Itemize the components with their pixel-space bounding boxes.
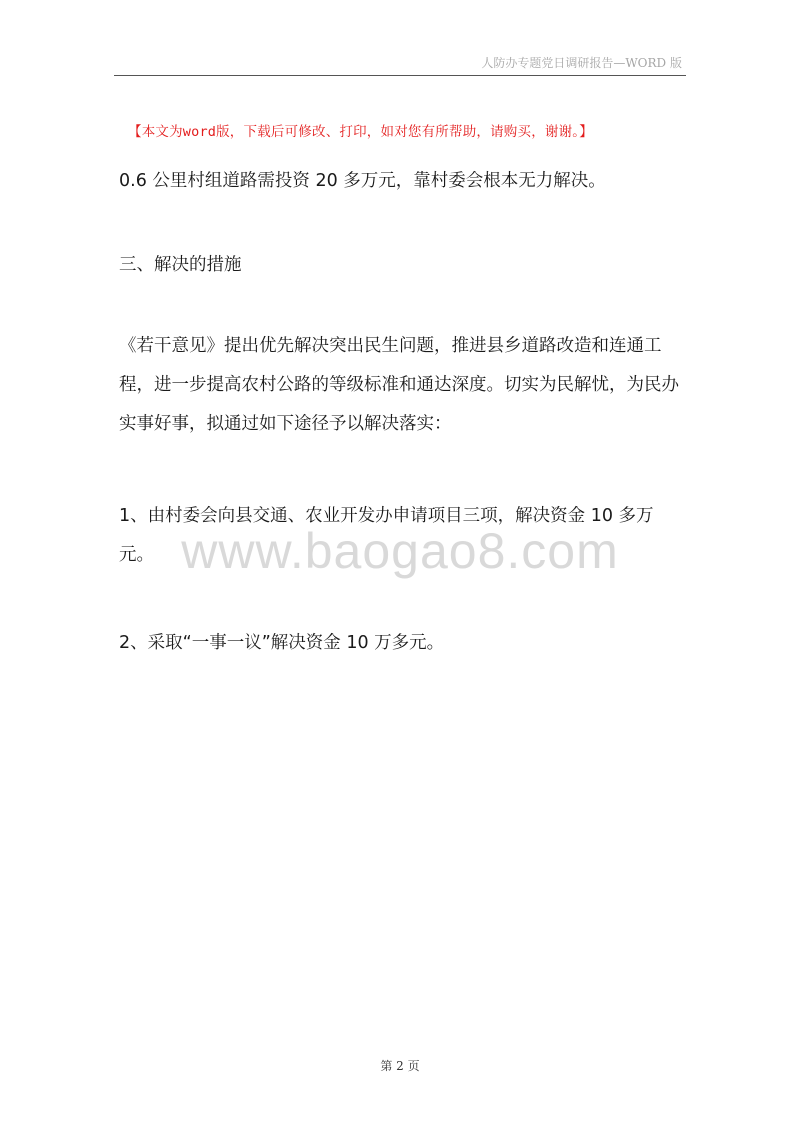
paragraph-item-2: 2、采取“一事一议”解决资金 10 万多元。 (119, 633, 445, 653)
header-title: 人防办专题党日调研报告—WORD 版 (481, 56, 682, 70)
section-heading-measures: 三、解决的措施 (119, 255, 242, 275)
page-number: 第 2 页 (380, 1059, 420, 1073)
watermark: www.baogao8.com (181, 523, 619, 579)
paragraph-road-investment: 0.6 公里村组道路需投资 20 多万元，靠村委会根本无力解决。 (119, 171, 606, 191)
header-rule (114, 75, 686, 76)
paragraph-opinions: 《若干意见》提出优先解决突出民生问题，推进县乡道路改造和连通工程，进一步提高农村公路的等级标准和通达深度。切实为民解忧，为民办实事好事，拟通过如下途径予以解决落实： (119, 336, 679, 434)
download-notice: 【本文为word版，下载后可修改、打印，如对您有所帮助，请购买，谢谢。】 (128, 124, 593, 140)
paragraph-item-1: 1、由村委会向县交通、农业开发办申请项目三项，解决资金 10 多万元。 (119, 506, 654, 565)
